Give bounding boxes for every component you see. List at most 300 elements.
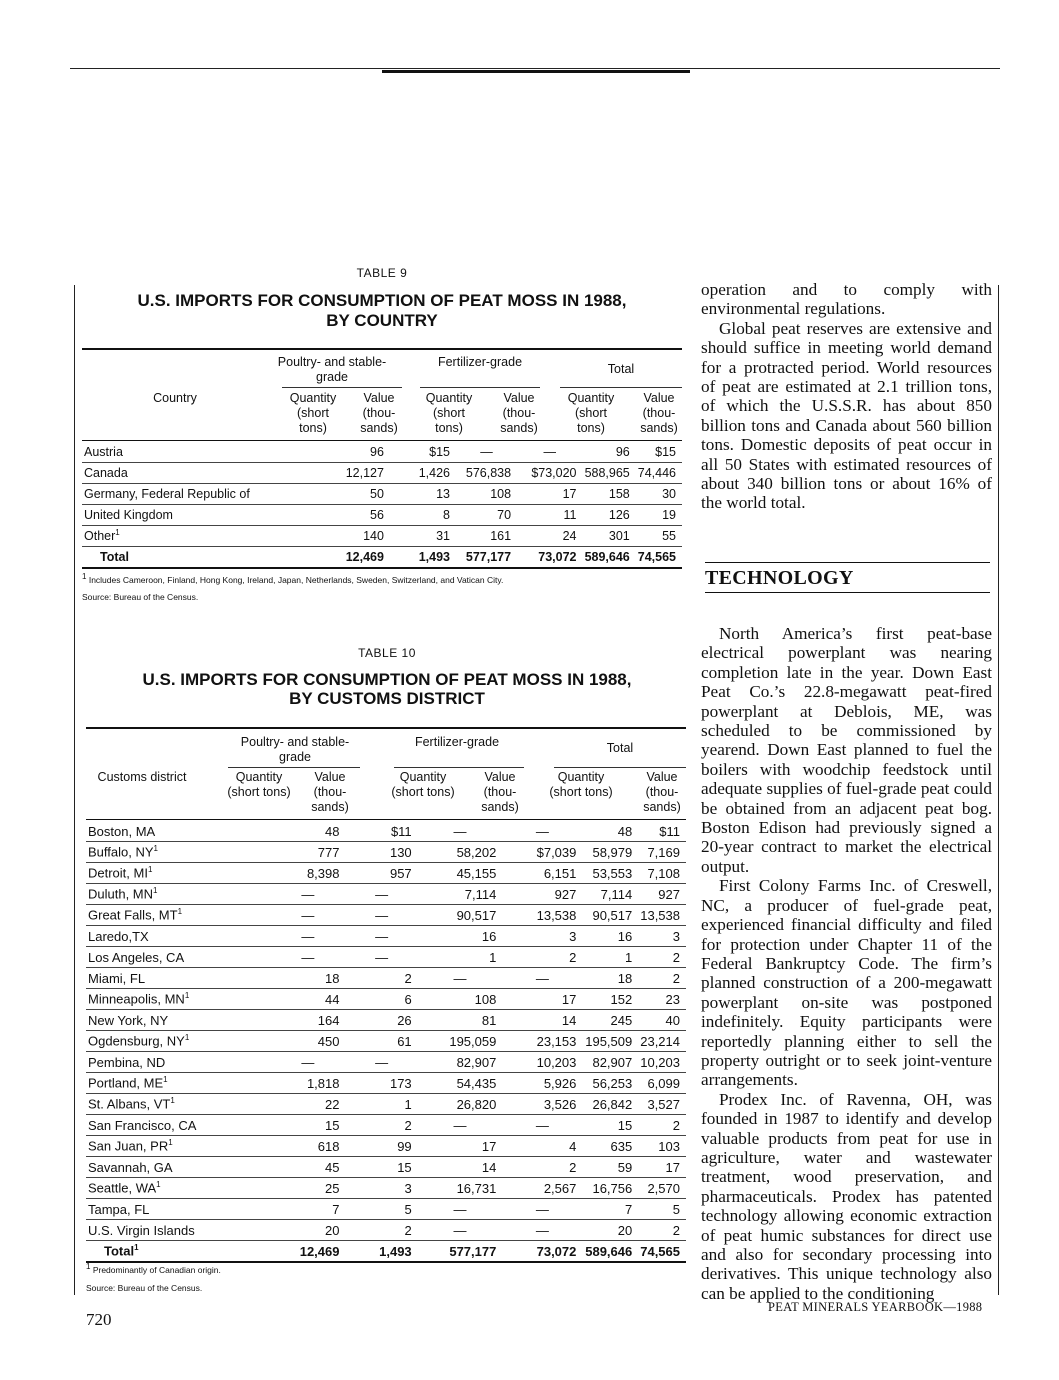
row-label <box>86 821 216 842</box>
table-cell: 44 <box>270 989 345 1010</box>
table-cell: 2 <box>345 1115 417 1136</box>
table-cell: 11 <box>517 505 582 526</box>
table-cell: 3 <box>502 926 582 947</box>
row-label <box>82 526 278 547</box>
table-cell: 6,099 <box>638 1073 686 1094</box>
table-cell: 2 <box>638 1220 686 1241</box>
table-cell: 26 <box>345 1010 417 1031</box>
table-row <box>86 1178 686 1199</box>
table10-group-header-total: Total <box>606 741 634 755</box>
section-rule-bottom <box>705 592 990 593</box>
table9-group-header-total: Total <box>607 362 635 376</box>
table-row <box>86 863 686 884</box>
table-cell: $7,039 <box>502 842 582 863</box>
table-cell: 12,127 <box>326 463 390 484</box>
table-row <box>86 1199 686 1220</box>
table-row <box>86 1031 686 1052</box>
table-cell: 20 <box>270 1220 345 1241</box>
footnote-marker: 1 <box>184 1033 190 1043</box>
table-cell: 195,059 <box>418 1031 503 1052</box>
row-label <box>86 1115 216 1136</box>
left-column-rule <box>74 285 75 1295</box>
spacer-cell <box>216 1178 271 1199</box>
row-label-text: Great Falls, MT <box>88 907 178 923</box>
row-label-text: Laredo,TX <box>88 928 149 944</box>
running-title: PEAT MINERALS YEARBOOK—1988 <box>768 1300 983 1314</box>
table-cell: 2 <box>345 1220 417 1241</box>
spacer-cell <box>278 505 326 526</box>
table-cell: 45 <box>270 1157 345 1178</box>
row-label <box>86 947 216 968</box>
table-cell: 2,567 <box>502 1178 582 1199</box>
table-cell: 81 <box>418 1010 503 1031</box>
table-cell: 13,538 <box>638 905 686 926</box>
table-cell: 50 <box>326 484 390 505</box>
table-cell: — <box>502 1220 582 1241</box>
footnote-marker: 1 <box>163 1075 168 1085</box>
row-label <box>86 905 216 926</box>
table-cell: 1,493 <box>390 547 456 569</box>
row-label-text: Other <box>84 529 116 544</box>
spacer-cell <box>278 526 326 547</box>
table-cell: 90,517 <box>582 905 638 926</box>
row-label <box>86 989 216 1010</box>
spacer-cell <box>216 863 271 884</box>
table-cell: 152 <box>582 989 638 1010</box>
table9-title-line1: U.S. IMPORTS FOR CONSUMPTION OF PEAT MOSS IN 1988, <box>137 291 627 310</box>
table-cell: 16 <box>418 926 503 947</box>
row-label-text: Tampa, FL <box>88 1201 150 1217</box>
row-label <box>86 1220 216 1241</box>
table-cell: 48 <box>582 821 638 842</box>
table-cell: — <box>456 442 517 463</box>
table10-caption: TABLE 10 <box>358 646 416 660</box>
table-cell: 173 <box>345 1073 417 1094</box>
table-cell: 195,509 <box>582 1031 638 1052</box>
row-label-text: Miami, FL <box>88 970 146 986</box>
table-cell: 24 <box>517 526 582 547</box>
table10-source: Source: Bureau of the Census. <box>86 1283 203 1293</box>
table-cell: 7 <box>270 1199 345 1220</box>
table10-header-bottom-rule <box>86 819 686 820</box>
spacer-cell <box>216 1157 271 1178</box>
spacer-cell <box>216 1031 271 1052</box>
row-label-text: Detroit, MI <box>88 865 148 881</box>
table9-col-header: Value (thou-sands) <box>500 391 538 435</box>
table10-col-header: Quantity (short tons) <box>549 770 613 799</box>
table-cell: $15 <box>390 442 456 463</box>
table-cell: 2 <box>502 1157 582 1178</box>
table9-header-bottom-rule <box>82 440 682 441</box>
footnote-marker: 1 <box>115 528 120 538</box>
table-cell: 56,253 <box>582 1073 638 1094</box>
row-label-text: Total <box>104 1243 135 1259</box>
table-cell: 17 <box>638 1157 686 1178</box>
table-cell: 22 <box>270 1094 345 1115</box>
table-cell: — <box>418 968 503 989</box>
table-cell: 96 <box>326 442 390 463</box>
table-cell: — <box>502 1115 582 1136</box>
row-label <box>86 926 216 947</box>
spacer-cell <box>216 821 271 842</box>
footnote-marker: 1 <box>147 865 153 875</box>
section-heading-technology: TECHNOLOGY <box>705 567 854 589</box>
table-cell: 450 <box>270 1031 345 1052</box>
table-cell: 74,446 <box>636 463 682 484</box>
paragraph-prodex: Prodex Inc. of Ravenna, OH, was founded in 1987 to identify and develop valuable products from peat for use in agriculture, water and wastewater treatment, wood preservation, and pharmaceuticals. Prodex has patented technology allowing economic extraction of peat humic substances for direct use and also for secondary processing into derivatives. This unique technology also can be applied to the conditioning <box>701 1089 992 1303</box>
table10-group-rule-2 <box>394 767 524 768</box>
table-cell: 74,565 <box>638 1241 686 1263</box>
row-label <box>86 1157 216 1178</box>
row-label <box>86 884 216 905</box>
table-cell: 82,907 <box>418 1052 503 1073</box>
section-rule-top <box>705 562 990 563</box>
table9-group-rule-2 <box>420 387 540 388</box>
row-label-text: Minneapolis, MN <box>88 991 185 1007</box>
table9-footnote-text: Includes Cameroon, Finland, Hong Kong, Ireland, Japan, Netherlands, Sweden, Switzerland, and Vatican City. <box>88 574 504 585</box>
table-cell: 2 <box>638 1115 686 1136</box>
table-cell: $73,020 <box>517 463 582 484</box>
table-cell: — <box>270 884 345 905</box>
table10-title-line1: U.S. IMPORTS FOR CONSUMPTION OF PEAT MOSS IN 1988, <box>142 670 632 689</box>
table9-group-header-poultry: Poultry- and stable-grade <box>277 355 387 384</box>
table-cell: — <box>502 1199 582 1220</box>
spacer-cell <box>216 1136 271 1157</box>
table-cell: 927 <box>502 884 582 905</box>
table9-group-header-fertilizer: Fertilizer-grade <box>437 355 523 369</box>
spacer-cell <box>216 1073 271 1094</box>
spacer-cell <box>216 1010 271 1031</box>
table-cell: 15 <box>582 1115 638 1136</box>
spacer-cell <box>216 968 271 989</box>
table-row <box>86 1220 686 1241</box>
table-cell: 3 <box>345 1178 417 1199</box>
table-cell: 103 <box>638 1136 686 1157</box>
table-cell: 23,153 <box>502 1031 582 1052</box>
row-label-text: Boston, MA <box>88 823 156 839</box>
spacer-cell <box>278 442 326 463</box>
table-cell: 45,155 <box>418 863 503 884</box>
table-cell: 58,979 <box>582 842 638 863</box>
table-cell: 14 <box>502 1010 582 1031</box>
table-cell: 55 <box>636 526 682 547</box>
row-label <box>86 1010 216 1031</box>
spacer-cell <box>216 1115 271 1136</box>
row-label <box>86 842 216 863</box>
table-cell: $11 <box>345 821 417 842</box>
spacer-cell <box>216 905 271 926</box>
table-cell: 82,907 <box>582 1052 638 1073</box>
table9-col-header: Value (thou-sands) <box>640 391 678 435</box>
table10-footnote: $^1$ Predominantly of Canadian origin. <box>86 1262 221 1275</box>
page-number: 720 <box>86 1310 112 1329</box>
footnote-marker: 1 <box>153 844 158 854</box>
table-row <box>82 442 682 463</box>
spacer-cell <box>216 842 271 863</box>
table-cell: 19 <box>636 505 682 526</box>
row-label <box>86 1031 216 1052</box>
table-cell: 140 <box>326 526 390 547</box>
spacer-cell <box>216 926 271 947</box>
table-cell: 31 <box>390 526 456 547</box>
table-cell: 161 <box>456 526 517 547</box>
footnote-marker: 1 <box>156 1180 161 1190</box>
row-label-text: Buffalo, NY <box>88 844 154 860</box>
table10-top-rule <box>86 727 686 729</box>
table9-footnote: $^1$ Includes Cameroon, Finland, Hong Kong, Ireland, Japan, Netherlands, Sweden, Switzerland, and Vatican City. <box>82 572 504 585</box>
table-row <box>86 1073 686 1094</box>
table-cell: — <box>345 947 417 968</box>
table-row <box>82 484 682 505</box>
table-cell: 2 <box>638 947 686 968</box>
paragraph-reserves: Global peat reserves are extensive and should suffice in meeting world demand for a protracted period. World resources of peat are estimated at 2.1 trillion tons, of which the U.S.S.R. has about 850 billion tons and Canada about 560 billion tons. Domestic deposits of peat occur in all 50 States with estimated resources of about 340 billion tons or about 16% of the world total. <box>701 318 992 513</box>
footnote-marker: 1 <box>134 1243 139 1253</box>
row-label <box>82 463 278 484</box>
row-label-text: Total <box>100 550 129 564</box>
row-label <box>86 1241 216 1263</box>
row-label-text: Austria <box>84 445 123 459</box>
table9-source: Source: Bureau of the Census. <box>82 592 199 602</box>
spacer-cell <box>216 1052 271 1073</box>
table-cell: 16 <box>582 926 638 947</box>
row-label <box>86 1094 216 1115</box>
table-cell: 3 <box>638 926 686 947</box>
table10-row-header: Customs district <box>97 770 187 784</box>
row-label <box>86 1073 216 1094</box>
table-cell: 2 <box>345 968 417 989</box>
row-label <box>86 1178 216 1199</box>
row-label-text: U.S. Virgin Islands <box>88 1222 195 1238</box>
table10-col-header: Value (thou-sands) <box>311 770 349 814</box>
table-cell: 59 <box>582 1157 638 1178</box>
table-row <box>82 463 682 484</box>
spacer-cell <box>216 1220 271 1241</box>
table-cell: 108 <box>418 989 503 1010</box>
footnote-marker: 1 <box>153 886 158 896</box>
table-cell: 4 <box>502 1136 582 1157</box>
table-cell: — <box>502 968 582 989</box>
table-cell: 74,565 <box>636 547 682 569</box>
table-cell: 618 <box>270 1136 345 1157</box>
table-cell: 577,177 <box>456 547 517 569</box>
spacer-cell <box>278 484 326 505</box>
table-row <box>86 1010 686 1031</box>
spacer-cell <box>278 547 326 569</box>
row-label-text: Los Angeles, CA <box>88 949 185 965</box>
spacer-cell <box>216 1094 271 1115</box>
table-cell: 15 <box>345 1157 417 1178</box>
table-cell: 14 <box>418 1157 503 1178</box>
table-cell: 6 <box>345 989 417 1010</box>
table10-group-rule-1 <box>228 767 360 768</box>
row-label-text: Ogdensburg, NY <box>88 1033 185 1049</box>
paragraph-powerplant: North America’s first peat-base electrical powerplant was nearing completion late in the year. Down East Peat Co.’s 22.8-megawatt peat-fired powerplant at Deblois, ME, was scheduled to be commissioned by yearend. Down East planned to fuel the boilers with woodchip feedstock until adequate supplies of fuel-grade peat could be obtained from an adjacent peat bog. Boston Edison had previously signed a 20-year contract to market the electrical output. <box>701 624 992 876</box>
table-cell: 90,517 <box>418 905 503 926</box>
table-cell: 1,426 <box>390 463 456 484</box>
table9-title-line2: BY COUNTRY <box>326 311 438 330</box>
table9-body <box>82 442 682 568</box>
table9-group-rule-3 <box>560 387 682 388</box>
table-cell: 5 <box>638 1199 686 1220</box>
table10-group-rule-3 <box>554 767 686 768</box>
table-cell: — <box>345 884 417 905</box>
row-label-text: San Francisco, CA <box>88 1117 197 1133</box>
table-row <box>86 989 686 1010</box>
row-label-text: Savannah, GA <box>88 1159 173 1175</box>
table-cell: 635 <box>582 1136 638 1157</box>
table-cell: 10,203 <box>638 1052 686 1073</box>
table-cell: 164 <box>270 1010 345 1031</box>
table-row <box>86 821 686 842</box>
table9-caption: TABLE 9 <box>356 266 408 280</box>
table-cell: 6,151 <box>502 863 582 884</box>
table-cell: $15 <box>636 442 682 463</box>
table-cell: 7,169 <box>638 842 686 863</box>
spacer-cell <box>216 947 271 968</box>
table-cell: 10,203 <box>502 1052 582 1073</box>
row-label <box>86 1136 216 1157</box>
row-label <box>82 484 278 505</box>
row-label <box>82 442 278 463</box>
table-cell: 777 <box>270 842 345 863</box>
footnote-marker: 1 <box>168 1138 173 1148</box>
table9-row-header: Country <box>153 391 197 405</box>
row-label-text: United Kingdom <box>84 508 173 522</box>
table-cell: 957 <box>345 863 417 884</box>
table-cell: 1,818 <box>270 1073 345 1094</box>
table-row <box>86 905 686 926</box>
table-row <box>86 884 686 905</box>
table-cell: 2 <box>502 947 582 968</box>
table-cell: 5 <box>345 1199 417 1220</box>
table-row <box>86 926 686 947</box>
table-cell: 30 <box>636 484 682 505</box>
table-cell: — <box>270 905 345 926</box>
row-label-text: San Juan, PR <box>88 1138 169 1154</box>
table-cell: — <box>345 905 417 926</box>
table-cell: 245 <box>582 1010 638 1031</box>
table-cell: 3,526 <box>502 1094 582 1115</box>
row-label-text: Portland, ME <box>88 1075 164 1091</box>
table-cell: 7,114 <box>418 884 503 905</box>
spacer-cell <box>216 1241 271 1263</box>
table-cell: 73,072 <box>502 1241 582 1263</box>
row-label <box>86 1052 216 1073</box>
table-cell: 70 <box>456 505 517 526</box>
table10-total-row <box>86 1241 686 1263</box>
table-cell: 23 <box>638 989 686 1010</box>
row-label-text: New York, NY <box>88 1012 169 1028</box>
table10-col-header: Value (thou-sands) <box>643 770 681 814</box>
table-cell: 13 <box>390 484 456 505</box>
paragraph-intro: operation and to comply with environmental regulations. <box>701 280 992 319</box>
table-cell: 589,646 <box>582 1241 638 1263</box>
table-cell: — <box>270 947 345 968</box>
table-cell: 16,731 <box>418 1178 503 1199</box>
row-label-text: Seattle, WA <box>88 1180 157 1196</box>
text-column-upper <box>701 280 992 513</box>
table-cell: 99 <box>345 1136 417 1157</box>
row-label-text: Germany, Federal Republic of <box>84 487 250 501</box>
table-cell: 18 <box>270 968 345 989</box>
row-label-text: Pembina, ND <box>88 1054 166 1070</box>
footnote-marker: 1 <box>177 907 183 917</box>
table-row <box>86 1136 686 1157</box>
spacer-cell <box>278 463 326 484</box>
footnote-marker: 1 <box>170 1096 175 1106</box>
table-cell: 1 <box>418 947 503 968</box>
table-cell: 58,202 <box>418 842 503 863</box>
spacer-cell <box>216 1199 271 1220</box>
table9-total-row <box>82 547 682 569</box>
table-cell: — <box>517 442 582 463</box>
table-cell: 18 <box>582 968 638 989</box>
row-label-text: St. Albans, VT <box>88 1096 171 1112</box>
table-cell: 7 <box>582 1199 638 1220</box>
table10-col-header: Quantity (short tons) <box>227 770 291 799</box>
table10-body <box>86 821 686 1262</box>
table-cell: 61 <box>345 1031 417 1052</box>
table-cell: 3,527 <box>638 1094 686 1115</box>
table9-col-header: Quantity (short tons) <box>567 391 615 435</box>
row-label-text: Canada <box>84 466 128 480</box>
table-cell: — <box>270 1052 345 1073</box>
table-cell: 96 <box>583 442 636 463</box>
row-label <box>86 863 216 884</box>
table10-title-line2: BY CUSTOMS DISTRICT <box>289 689 485 708</box>
table-cell: — <box>418 821 503 842</box>
table-row <box>86 947 686 968</box>
table-cell: 73,072 <box>517 547 582 569</box>
table-cell: 589,646 <box>583 547 636 569</box>
paragraph-first-colony: First Colony Farms Inc. of Creswell, NC, a producer of fuel-grade peat, experienced financial difficulty and filed for protection under Chapter 11 of the Federal Bankruptcy Code. The firm’s planned construction of a 200-megawatt powerplant on-site was postponed indefinitely. Equity participants were reportedly planning either to sell the property outright or to seek joint-venture arrangements. <box>701 876 992 1090</box>
table-cell: 17 <box>418 1136 503 1157</box>
table-cell: 48 <box>270 821 345 842</box>
table10-col-header: Quantity (short tons) <box>391 770 455 799</box>
table-cell: 1,493 <box>345 1241 417 1263</box>
table-cell: 2,570 <box>638 1178 686 1199</box>
table-row <box>86 1052 686 1073</box>
table-cell: 1 <box>345 1094 417 1115</box>
table-cell: — <box>270 926 345 947</box>
right-column-rule <box>998 285 999 1295</box>
footnote-marker: 1 <box>184 991 190 1001</box>
table-row <box>82 505 682 526</box>
table-cell: 2 <box>638 968 686 989</box>
table10-group-header-fertilizer: Fertilizer-grade <box>414 735 500 749</box>
table9-top-rule <box>82 348 682 350</box>
table-cell: 7,108 <box>638 863 686 884</box>
table9-group-rule-1 <box>282 387 402 388</box>
table9 <box>82 442 682 569</box>
table10-group-header-poultry: Poultry- and stable-grade <box>240 735 350 764</box>
table-cell: 26,820 <box>418 1094 503 1115</box>
table-cell: 25 <box>270 1178 345 1199</box>
table-cell: 927 <box>638 884 686 905</box>
table-cell: — <box>345 926 417 947</box>
table-cell: 16,756 <box>582 1178 638 1199</box>
table-cell: 26,842 <box>582 1094 638 1115</box>
table9-col-header: Quantity (short tons) <box>425 391 473 435</box>
table-cell: — <box>418 1220 503 1241</box>
table-cell: 8 <box>390 505 456 526</box>
top-rule <box>70 68 1000 69</box>
row-label <box>82 505 278 526</box>
table-cell: 12,469 <box>270 1241 345 1263</box>
table-cell: — <box>418 1199 503 1220</box>
table-cell: 13,538 <box>502 905 582 926</box>
table-cell: 17 <box>517 484 582 505</box>
